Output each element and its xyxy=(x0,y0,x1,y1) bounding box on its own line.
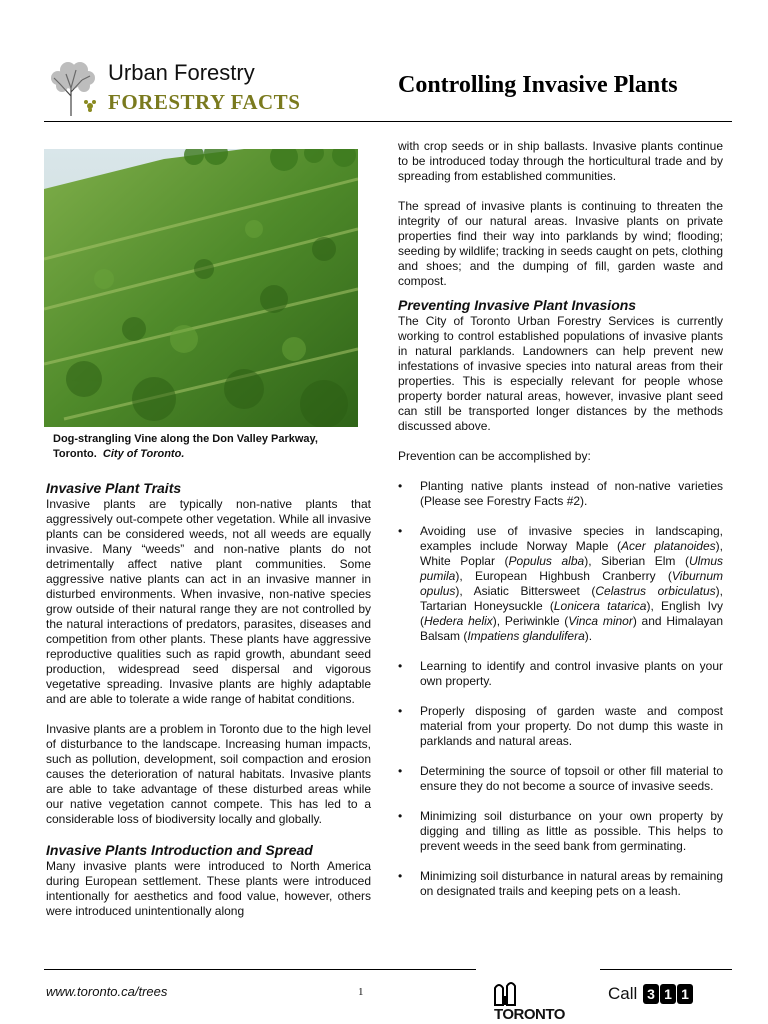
right-column xyxy=(398,139,723,914)
photo-caption xyxy=(53,432,353,462)
paragraph-continuation: with crop seeds or in ship ballasts. Invasive plants continue to be introduced today through the horticultural trade and by spreading from established communities. xyxy=(398,139,723,183)
list-item: • Determining the source of topsoil or other fill material to ensure they do not become a source of invasive seeds. xyxy=(398,764,723,794)
paragraph-city-program: The City of Toronto Urban Forestry Services is currently working to control established populations of invasive plants in natural parklands. Landowners can help prevent new infestations of invasive species into natural areas from their properties. This is especially relevant for people whose property border natural areas, however, invasive plant seed can still be transported longer distances by the methods discussed above. xyxy=(398,314,723,433)
toronto-wordmark: TORONTO xyxy=(494,1006,565,1023)
left-column xyxy=(46,480,371,919)
list-item: • Planting native plants instead of non-native varieties (Please see Forestry Facts #2). xyxy=(398,479,723,509)
city-hall-icon xyxy=(494,982,516,1006)
caption-text: Dog-strangling Vine along the Don Valley Parkway, Toronto. xyxy=(53,433,318,460)
tree-logo-icon xyxy=(44,58,100,118)
call-digit: 1 xyxy=(677,984,693,1004)
footer-divider-right xyxy=(600,969,732,970)
brand-subtitle: FORESTRY FACTS xyxy=(108,90,301,114)
paragraph-toronto-problem: Invasive plants are a problem in Toronto due to the high level of disturbance to the landscape. Increasing human impacts, such as pollution, development, soil compaction and erosion causes the deterioration of natural habitats. Invasive plants are able to take advantage of these disturbed areas while our native vegetation cannot compete. This has led to a considerable loss of biodiversity locally and globally. xyxy=(46,722,371,826)
prevention-list xyxy=(398,479,723,899)
paragraph-traits: Invasive plants are typically non-native plants that aggressively out-compete other vegetation. While all invasive plants can be considered weeds, not all weeds are equally invasive. Many “weeds” and non-native plants do not detrimentally affect native plant communities. Some aggressive native plants can act in an invasive manner in disturbed environments. When invasive, non-native species grow outside of their natural range they are not controlled by the natural interactions of predators, parasites, diseases and competition from other plants. These plants have aggressive reproductive qualities such as rapid growth, abundant seed production, widespread seed dispersal and vigorous vegetative spreading. Invasive plants are highly adaptable and are able to tolerate a wide range of habitat conditions. xyxy=(46,497,371,706)
list-item: • Avoiding use of invasive species in landscaping, examples include Norway Maple (Acer platanoides), White Poplar (Populus alba), Siberian Elm (Ulmus pumila), European Highbush Cranberry (Viburnum opulus), Asiatic Bittersweet (Celastrus orbiculatus), Tartarian Honeysuckle (Lonicera tatarica), English Ivy (Hedera helix), Periwinkle (Vinca minor) and Himalayan Balsam (Impatiens glandulifera). xyxy=(398,524,723,644)
paragraph-spread: The spread of invasive plants is continuing to threaten the integrity of our natural areas. Invasive plants on private properties find their way into parklands by wind; flooding; seeding by wildlife; tracking in seeds caught on pets, clothing and shoes; and the dumping of fill, garden waste and compost. xyxy=(398,199,723,288)
paragraph-prevention-intro: Prevention can be accomplished by: xyxy=(398,449,591,463)
heading-introduction-spread: Invasive Plants Introduction and Spread xyxy=(46,842,313,858)
page-title: Controlling Invasive Plants xyxy=(398,72,678,98)
caption-credit: City of Toronto. xyxy=(102,448,185,460)
list-item: • Minimizing soil disturbance on your own property by digging and tilling as little as possible. This helps to prevent weeds in the seed bank from germinating. xyxy=(398,809,723,854)
call-digit: 3 xyxy=(643,984,659,1004)
brand-title: Urban Forestry xyxy=(108,60,255,85)
heading-invasive-plant-traits: Invasive Plant Traits xyxy=(46,480,182,496)
header-divider xyxy=(44,121,732,122)
call-digit: 1 xyxy=(660,984,676,1004)
list-item: • Learning to identify and control invasive plants on your own property. xyxy=(398,659,723,689)
list-item: • Minimizing soil disturbance in natural areas by remaining on designated trails and keeping pets on a leash. xyxy=(398,869,723,899)
list-item: • Properly disposing of garden waste and compost material from your property. Do not dump this waste in parklands and natural areas. xyxy=(398,704,723,749)
footer-divider-left xyxy=(44,969,476,970)
heading-preventing-invasions: Preventing Invasive Plant Invasions xyxy=(398,297,637,313)
toronto-logo xyxy=(494,982,586,1023)
call-311 xyxy=(608,984,693,1004)
page-number: 1 xyxy=(358,986,364,998)
call-label: Call xyxy=(608,984,638,1003)
paragraph-introduction: Many invasive plants were introduced to North America during European settlement. These plants were introduced intentionally for aesthetics and food value, however, others were introduced unintentionally along xyxy=(46,859,371,918)
hillside-vine-photo xyxy=(44,149,358,427)
footer-url-link[interactable]: www.toronto.ca/trees xyxy=(46,984,168,999)
